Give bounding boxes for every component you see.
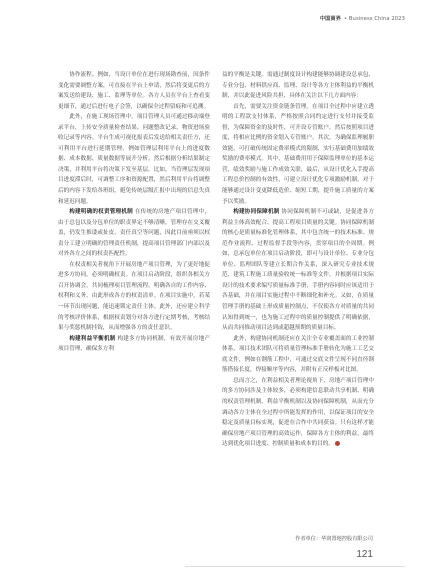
paragraph: 此外，构建协同机制还应在关注全专业覆盖面的工业控制体系，项目技术团队可将质量管理标准手册转化为施工工艺交底文件，例如在钢筋工程中，可通过交底文件呈现不同直径钢筋搭接长度，焊接顺序等内容，并附有正反样板对比图。 [222,335,374,374]
paragraph: 构建利益平衡机制 构建多方协同机制，有效开展房地产项目管理，确保多方利 [58,335,210,353]
paragraph: 总而言之，在利益相关者理论视角下，房地产项目管理中的多方协同涉及主体较多，必须构建信息联动共享机制、明确的权责管理机制、利益平衡机制以及协同保障机制，从而充分调动各方主体在全过程中所能发挥的作用，以保证项目的安全稳定及质量目标实现，促进在合作中共同获益。只有这样才能确保房地产项目管理的高效运作，保障各方主体的利益，最终达到优化项目进度、控制质量和成本的目的。 [222,377,374,448]
journal-header [320,15,405,22]
paragraph: 在权责相关者视角下开展房地产项目管理，为了更好地促进多方协同，必须明确权责。在项目启动阶段，组织各相关方召开协调会，共同梳理项目管理流程，明确各自的工作内容、权利和义务，由此形成各方的权责清单。在项目实施中，若某一环节出现问题，能迅速锁定责任主体。此外，还应建立科学的考核评价体系，根据权责划分对各方进行定期考核，考核结果与奖惩机制挂钩，从而增强各方的责任意识。 [58,261,210,332]
paragraph: 构建明确的权责管理机制 在传统的房地产项目管理中，由于总包以及分包单位的职责界定不够清晰，管理存在交叉覆盖，仍发生推诿或扯皮、责任真空等问题，因此目前亟须以权责分工建立明确的管理责任机制，提高项目管理部门内部以及对外各方之间的权责匹配性。 [58,209,210,258]
paragraph: 构建协同保障机制 协同保障机制不可或缺，是促进各方利益主体高效配合、提高工程项目质量的关键。协同保障机制的核心是质量标准化管理体系，其中包含统一的技术标准、规范作业流程、过程监督手段等内容，贯穿项目的全周期。例如，总承包单位在项目启动阶段，即可与设计单位、专业分包单位、监理团队等建立长期合作关系，深入研究专业技术规范、建筑工程施工质量验收统一标准等文件，并根据项目实际设计的技术要求编写质量标准手册，手册内容同时应该适用于各基础，并在项目实施过程中不断细化和补充。又如，在质量管理手册的基础上形成质量控制点，不仅使各方对质量的共同认知得到统一，也为施工过程中的质量控制提供了明确依据，从而共同推动项目达到或超越预期的质量目标。 [222,209,374,332]
section-lead: 构建明确的权责管理机制 [69,209,133,216]
left-column [58,70,210,355]
paragraph: 益的平衡是关键。需通过制度设计构建能够协调建设总承包、专业分包、材料供应商、监理、设计等各方主体利益的平衡机制，并以此促进风险共担，具体在关注以下几方面内容： [222,72,374,100]
section-lead: 构建协同保障机制 [233,209,280,216]
footer-rule [185,566,405,567]
page-number: 121 [356,549,373,560]
paragraph: 协作流程。例如，当设计单位在进行现场勘查前，因条件变化需要调整方案，可直接在平台上申请，然后将变更后的方案发送给建设、施工、监理等单位。各方人员在平台上查看变更细节，通过后进行电子会签，以确保全过程留痕和可追溯。 [58,72,210,110]
section-lead: 构建利益平衡机制 [69,335,116,342]
end-mark-icon [335,441,340,446]
right-column [222,70,374,450]
paragraph: 此外，在施工现场管理中，项目管理人员可通过移动端登录平台，上传安全质量检查结果、问题整改记录、物资进场验收记录等内容。平台生成可视化报表后发送给相关责任方，还可利用平台进行延期管理，例如管理层利用平台上的进度数据、成本数据、质量数据等展开分析，然后根据分析结果制定决策，并利用平台将决策下发至基层。比如，当管理层发现项目进度滞后时，可调整工序和资源配置，然后利用平台将调整后的内容下发给各班组，避免传统层级汇报中出现的信息失真和延迟问题。 [58,114,210,205]
journal-name: 中国商界 [319,16,341,22]
author-affiliation: 作者单位：华润置地控股有限公司 [295,536,373,542]
journal-subtitle: • Business China 2023 [343,16,405,22]
paragraph: 首先，需要关注资金链条管理。在项目全过程中应建立透明的工程款支付体系，严格按照合同约定进行支付并接受监督，为保障资金的及时性，可开设专管账户，然后按照项目进度，将相应比例的资金划入专管账户。其次，为确保监理履职效能，可打破传统固定费率模式的限制，实行基础费用加绩效奖励的费率模式。其中，基础费用用于保障监理单位的基本运营，绩效奖励与施工作成效关联，最后，从设计优化入手提高工程总价控制的有效性，可建立设计优化专项激励机制，对于能够通过设计变更降低造价、缩短工期，提升施工质量的方案予以奖励。 [222,103,374,205]
